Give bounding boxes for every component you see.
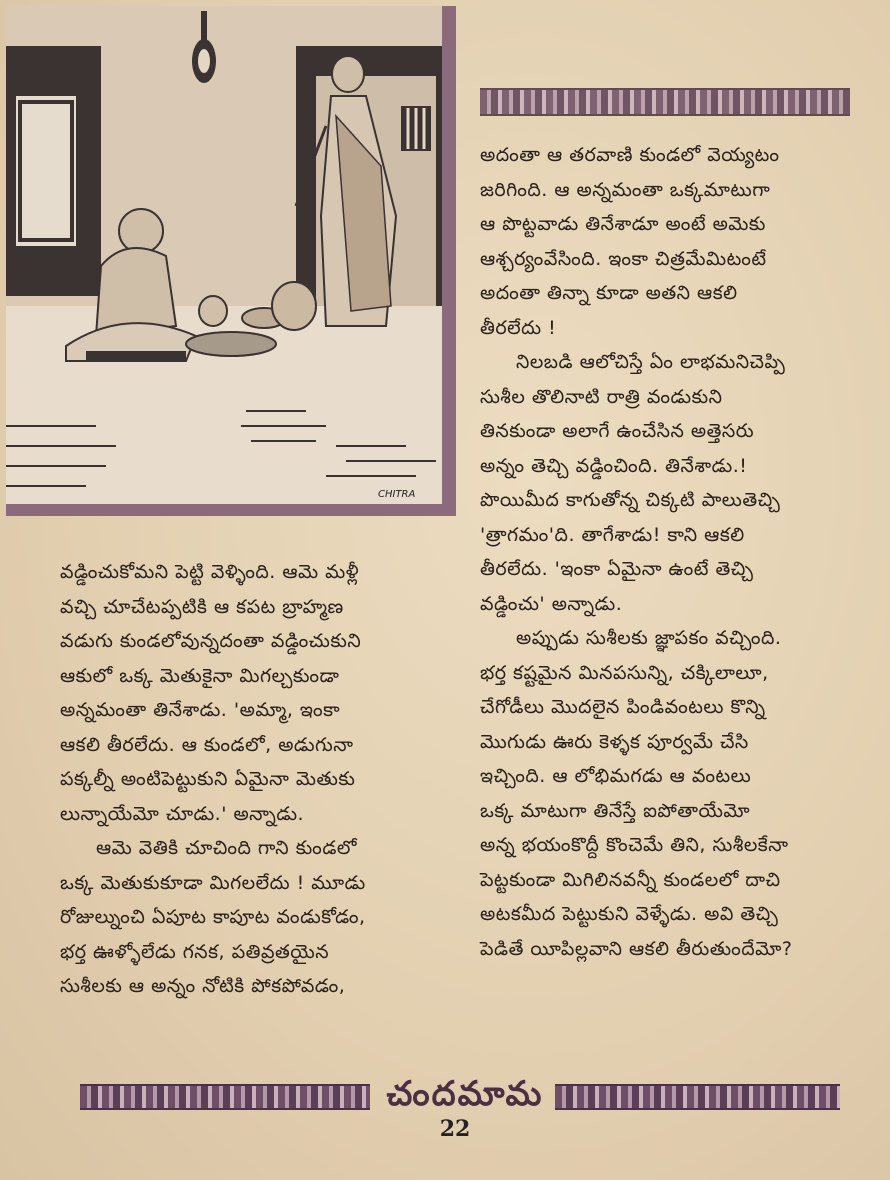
text-line: అన్న భయంకొద్దీ కొంచెమే తిని, సుశీలకేనా [480, 834, 789, 856]
page-number: 22 [439, 1116, 471, 1142]
text-line: సుశీల తొలినాటి రాత్రి వండుకుని [480, 385, 723, 408]
text-line: అప్పుడు సుశీలకు జ్ఞాపకం వచ్చింది. [516, 627, 782, 649]
text-line: అన్నమంతా తినేశాడు. 'అమ్మా, ఇంకా [60, 699, 341, 721]
text-line: వడుగు కుండలోవున్నదంతా వడ్డించుకుని [60, 630, 362, 652]
text-line: పక్కల్నీ అంటిపెట్టుకుని ఏమైనా మెతుకు [60, 768, 356, 790]
text-line: చేగోడీలు మొదలైన పిండివంటలు కొన్ని [480, 696, 766, 718]
text-line: అదంతా ఆ తరవాణి కుండలో వెయ్యటం [480, 144, 780, 166]
text-line: ఆశ్చర్యంవేసింది. ఇంకా చిత్రమేమిటంటే [480, 247, 767, 270]
story-illustration [6, 6, 456, 516]
text-line: భర్త ఊళ్ళోలేడు గనక, పతివ్రతయైన [60, 940, 330, 963]
text-line: అటకమీద పెట్టుకుని వెళ్ళేడు. అవి తెచ్చి [480, 903, 779, 925]
text-line: ఆమె వెతికి చూచింది గాని కుండలో [96, 837, 357, 859]
illustrator-signature: CHITRA [378, 489, 416, 500]
text-line: ఇచ్చింది. ఆ లోభిమగడు ఆ వంటలు [480, 765, 752, 787]
text-line: పొయిమీద కాగుతోన్న చిక్కటి పాలుతెచ్చి [480, 489, 781, 511]
text-line: నిలబడి ఆలోచిస్తే ఏం లాభమనిచెప్పి [516, 351, 786, 373]
text-line: ఆ పొట్టవాడు తినేశాడూ అంటే అమెకు [480, 213, 766, 235]
text-line: వడ్డించుకోమని పెట్టి వెళ్ళింది. ఆమె మళ్లీ [60, 561, 360, 583]
text-line: ఆకలి తీరలేదు. ఆ కుండలో, అడుగునా [60, 733, 354, 756]
footer-band-right [555, 1084, 840, 1110]
footer-band-left [80, 1084, 370, 1110]
text-line: 'త్రాగమం'ది. తాగేశాడు! కాని ఆకలి [480, 523, 745, 546]
magazine-title: చందమామ [386, 1074, 544, 1114]
text-line: జరిగింది. ఆ అన్నమంతా ఒక్కమాటుగా [480, 178, 771, 201]
decorative-band-top [480, 88, 850, 116]
illustration-drawing [6, 6, 456, 516]
text-line: వడ్డించు' అన్నాడు. [480, 592, 623, 615]
text-line: లున్నాయేమో చూడు.' అన్నాడు. [60, 802, 305, 825]
text-line: ఒక్క మాటుగా తినేస్తే ఐపోతాయేమో [480, 799, 751, 822]
left-text-column [60, 555, 445, 1004]
text-line: పెడితే యీపిల్లవాని ఆకలి తీరుతుందేమో? [480, 937, 793, 960]
text-line: పెట్టకుండా మిగిలినవన్నీ కుండలలో దాచి [480, 868, 781, 891]
text-line: తినకుండా అలాగే ఉంచేసిన అత్తెసరు [480, 420, 755, 442]
text-line: అదంతా తిన్నా కూడా అతని ఆకలి [480, 282, 738, 304]
text-line: వచ్చి చూచేటప్పటికి ఆ కపట బ్రాహ్మణ [60, 595, 344, 618]
text-line: తీరలేదు. 'ఇంకా ఏమైనా ఉంటే తెచ్చి [480, 558, 754, 580]
text-line: భర్త కష్టమైన మినపసున్ని, చక్కిలాలూ, [480, 661, 769, 684]
text-line: తీరలేదు ! [480, 316, 557, 339]
right-text-column [480, 138, 865, 966]
text-line: సుశీలకు ఆ అన్నం నోటికి పోకపోవడం, [60, 975, 346, 997]
text-line: అన్నం తెచ్చి వడ్డించింది. తినేశాడు.! [480, 454, 748, 477]
text-line: రోజుల్నుంచి ఏపూట కాపూట వండుకోడం, [60, 906, 366, 928]
text-line: ఆకులో ఒక్క మెతుకైనా మిగల్చకుండా [60, 664, 340, 687]
text-line: మొగుడు ఊరు కెళ్ళక పూర్వమే చేసి [480, 730, 749, 753]
text-line: ఒక్క మెతుకుకూడా మిగలలేదు ! మూడు [60, 871, 366, 894]
